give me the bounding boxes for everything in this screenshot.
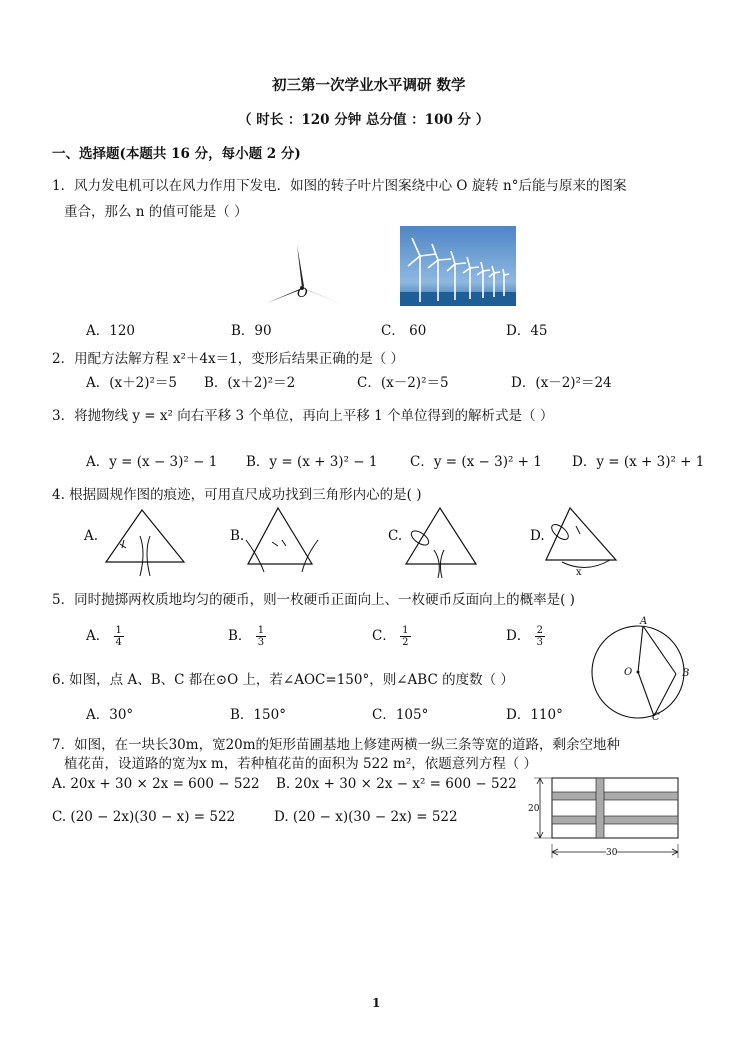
q7-option-d[interactable]: D. (20 − x)(30 − 2x) = 522 [274,809,458,825]
q7-text-line2: 植花苗，设道路的宽为x m，若种植花苗的面积为 522 m²，依题意列方程（ ） [64,756,538,772]
q5-option-c[interactable]: C． $\frac{1}{2}$ [372,625,409,648]
q2-option-d[interactable]: D．(x－2)²＝24 [511,375,612,391]
q6-option-b[interactable]: B．150° [230,707,286,723]
q1-option-c[interactable]: C． 60 [381,323,427,339]
q2-option-a[interactable]: A．(x＋2)²＝5 [86,375,177,391]
q7-height-label: 20 [528,804,540,814]
q4-option-d-label[interactable]: D. [530,528,545,544]
q5-option-d[interactable]: D． $\frac{2}{3}$ [506,625,543,648]
q4-option-c-label[interactable]: C. [388,528,403,544]
section-heading: 一、选择题(本题共 16 分，每小题 2 分) [52,146,301,162]
exam-info: （ 时长 ：120 分钟 总分值 ：100 分 ） [238,112,490,128]
q6-text: 6. 如图，点 A、B、C 都在⊙O 上，若∠AOC=150°，则∠ABC 的度数（ ） [52,672,514,688]
q4-text: 4. 根据圆规作图的痕迹，可用直尺成功找到三角形内心的是( ) [52,487,422,503]
q7-option-c[interactable]: C. (20 − 2x)(30 − x) = 522 [52,809,236,825]
q3-option-b[interactable]: B．y = (x + 3)² − 1 [246,454,378,470]
point-o-label: O [624,667,633,678]
q6-option-c[interactable]: C．105° [372,707,429,723]
q3-option-d[interactable]: D．y = (x + 3)² + 1 [572,454,705,470]
q1-option-a[interactable]: A．120 [86,323,136,339]
q4-figure-d-label: x [576,567,582,578]
point-c-label: C [652,712,660,723]
q6-option-a[interactable]: A．30° [86,707,134,723]
q2-option-b[interactable]: B．(x＋2)²＝2 [204,375,296,391]
q1-option-b[interactable]: B．90 [231,323,272,339]
q3-text: 3．将抛物线 y = x² 向右平移 3 个单位，再向上平移 1 个单位得到的解析式是（ ） [52,408,554,424]
page-number: 1 [372,996,381,1010]
q1-text-line2: 重合，那么 n 的值可能是（ ） [64,204,248,220]
q4-figure-a [100,506,190,576]
q5-text: 5．同时抛掷两枚质地均匀的硬币，则一枚硬币正面向上、一枚硬币反面向上的概率是( ) [52,592,575,608]
q3-option-a[interactable]: A．y = (x − 3)² − 1 [86,454,218,470]
q7-option-b[interactable]: B. 20x + 30 × 2x − x² = 600 − 522 [276,776,517,792]
q4-option-b-label[interactable]: B. [230,528,245,544]
q5-option-b[interactable]: B． $\frac{1}{3}$ [228,625,265,648]
point-b-label: B [682,668,690,679]
rotor-center-label: O [297,286,308,301]
wind-turbine-photo [400,226,516,306]
fraction: $\frac{1}{3}$ [257,625,265,648]
q5-option-a[interactable]: A． $\frac{1}{4}$ [86,625,122,648]
q7-text-line1: 7．如图，在一块长30m，宽20m的矩形苗圃基地上修建两横一纵三条等宽的道路，剩余空地种 [52,737,621,753]
q3-option-c[interactable]: C．y = (x − 3)² + 1 [410,454,542,470]
q2-option-c[interactable]: C．(x－2)²＝5 [357,375,449,391]
page-title: 初三第一次学业水平调研 数学 [272,77,466,94]
fraction: $\frac{1}{4}$ [115,625,122,648]
q4-option-a-label[interactable]: A. [84,528,99,544]
q4-figure-c [400,506,490,580]
q7-width-label: 30 [606,848,618,858]
point-a-label: A [640,616,648,627]
q6-option-d[interactable]: D．110° [506,707,563,723]
q2-text: 2．用配方法解方程 x²＋4x＝1，变形后结果正确的是（ ） [52,351,404,367]
q4-figure-d [540,504,630,580]
q1-text-line1: 1．风力发电机可以在风力作用下发电．如图的转子叶片图案绕中心 O 旋转 n°后能与原来的图案 [52,178,627,194]
q1-option-d[interactable]: D．45 [506,323,548,339]
q4-figure-b [242,506,332,576]
q7-option-a[interactable]: A. 20x + 30 × 2x = 600 − 522 [52,776,260,792]
fraction: $\frac{2}{3}$ [536,625,543,648]
fraction: $\frac{1}{2}$ [402,625,409,648]
